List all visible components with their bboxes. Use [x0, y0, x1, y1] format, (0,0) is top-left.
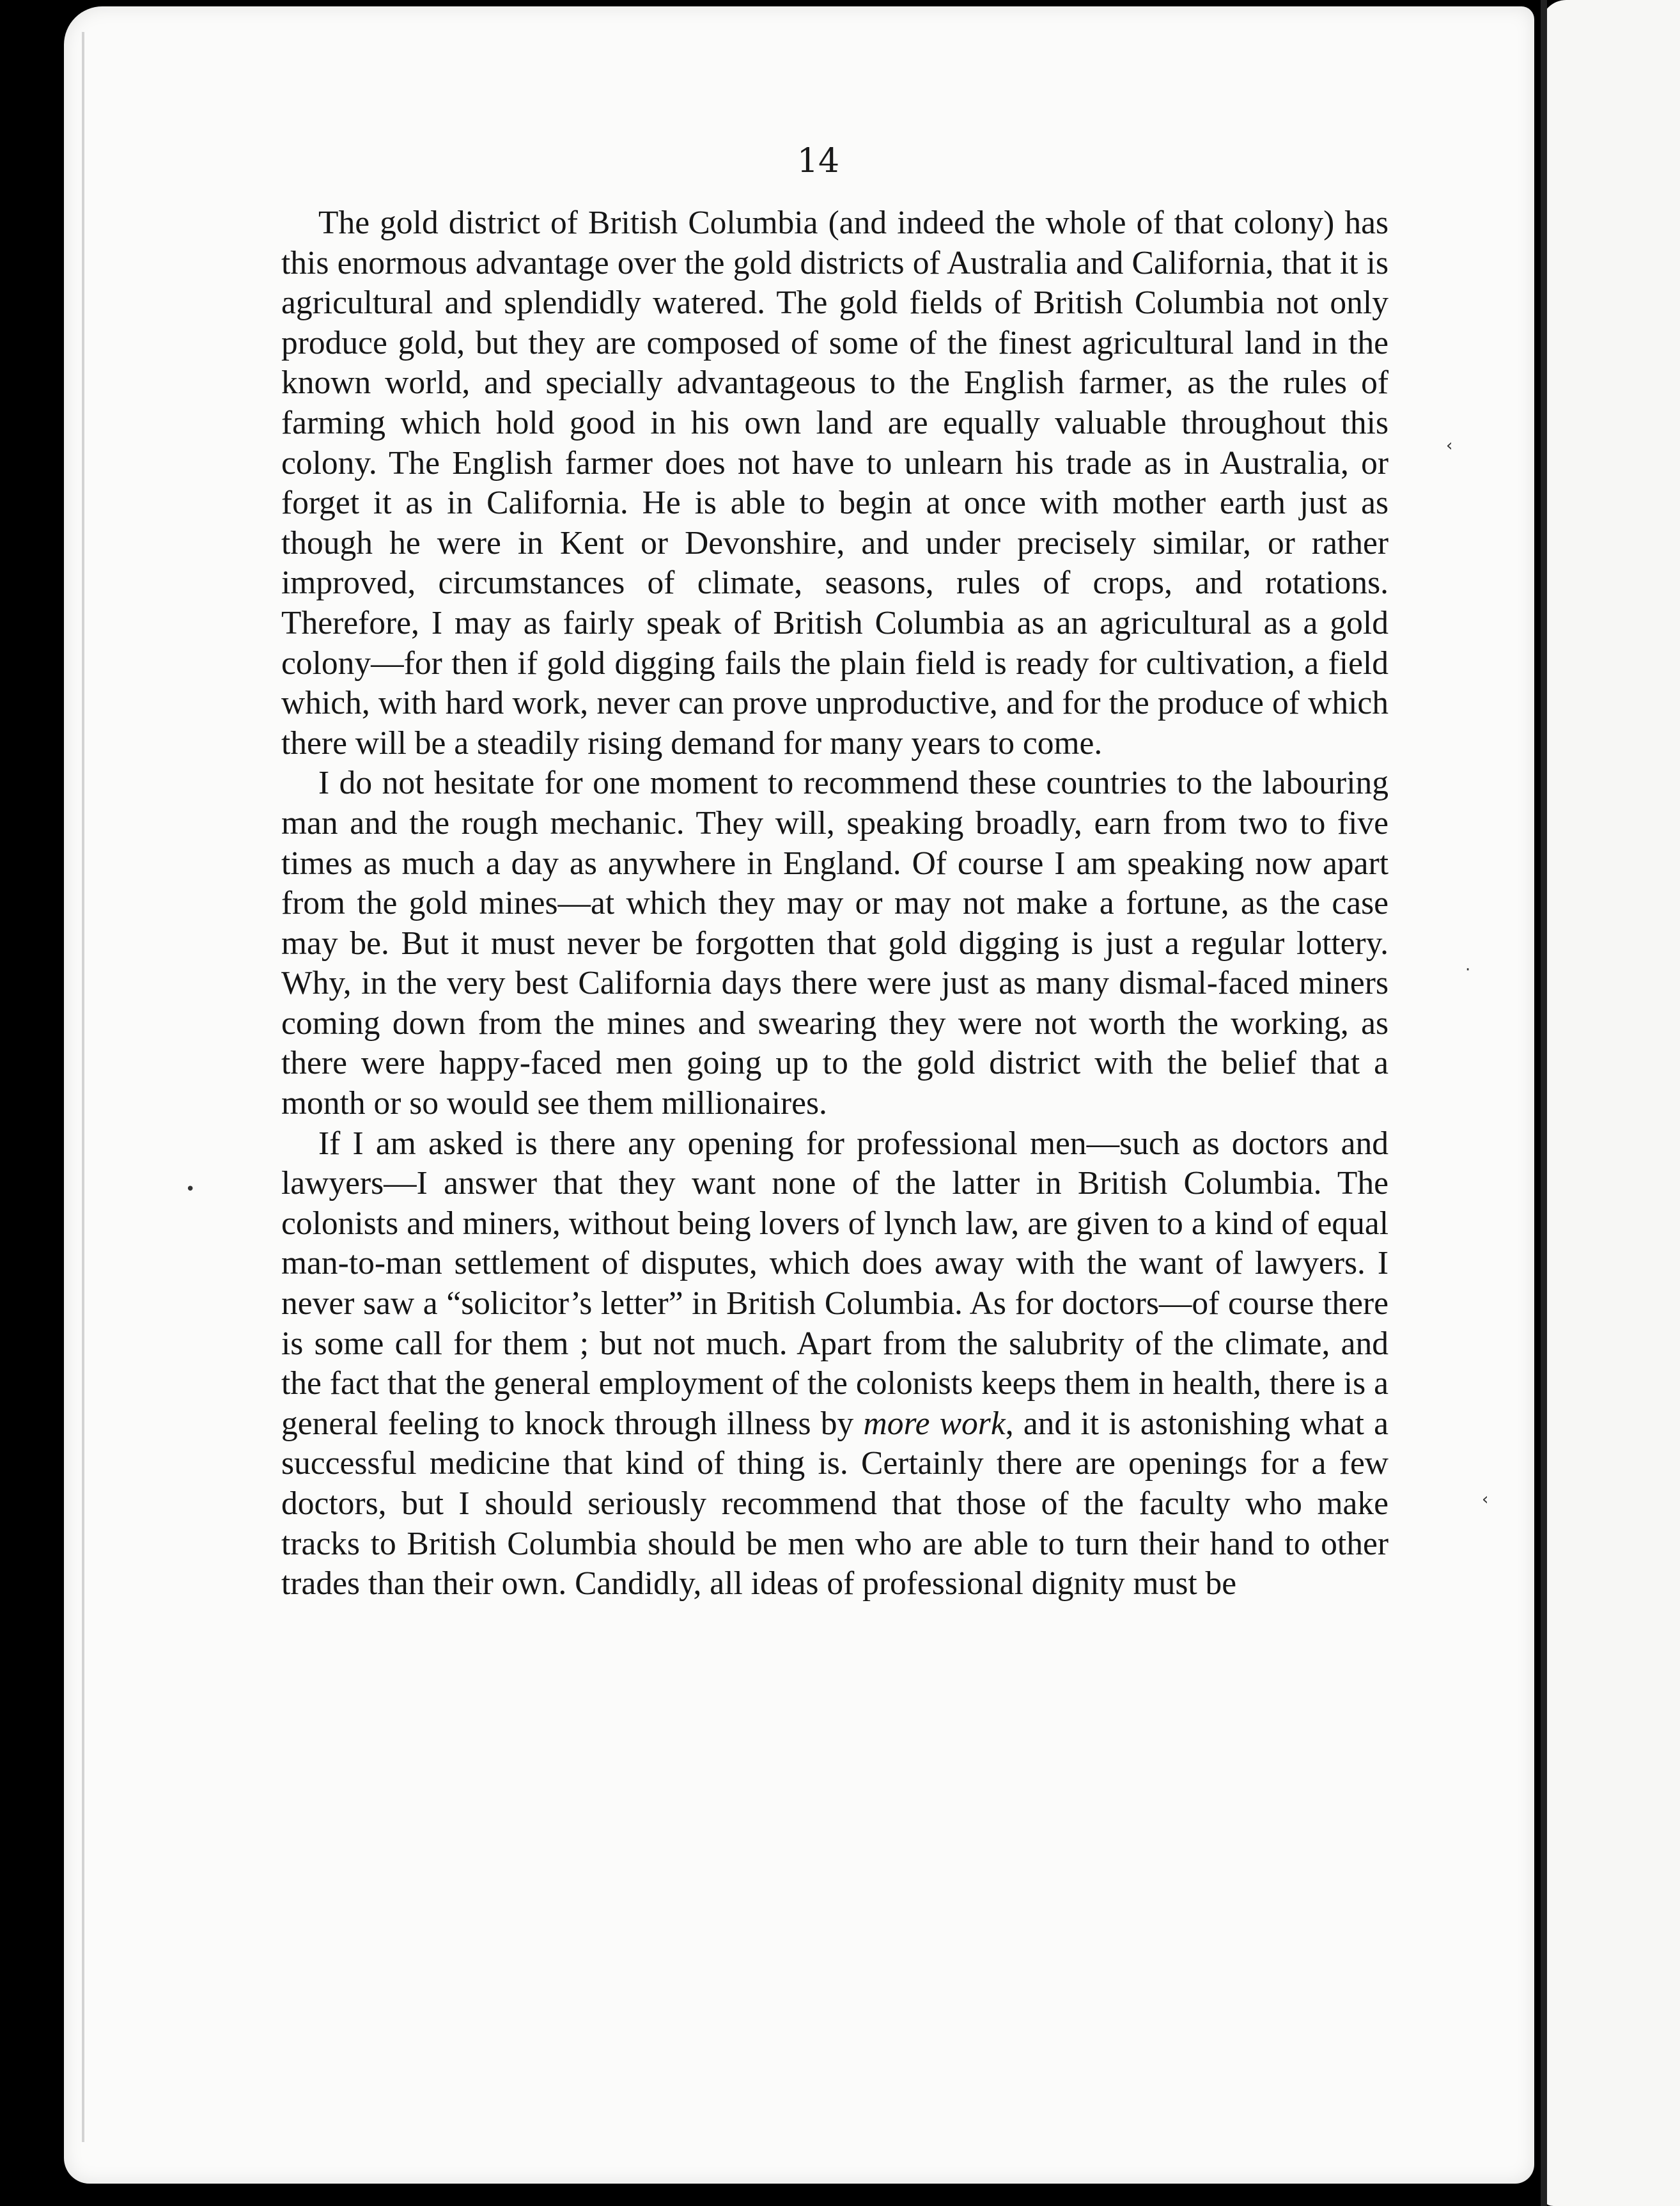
stray-mark: ‹: [1446, 436, 1453, 455]
stray-mark: •: [185, 1180, 196, 1199]
paragraph: [281, 1124, 1388, 1604]
paragraph-text: If I am asked is there any opening for professional men—such as doctors and lawyers—I answer that they want none of the latter in British Columbia. The colonists and miners, without being lovers of lynch law, are given to a kind of equal man-to-man settlement of disputes, which does away with the want of lawyers. I never saw a “solicitor’s letter” in British Columbia. As for doctors—of course there is some call for them ; but not much. Apart from the salubrity of the climate, and the fact that the general employment of the colonists keeps them in health, there is a general feeling to knock through illness by: [281, 1125, 1388, 1442]
paragraph: I do not hesitate for one moment to recommend these countries to the labouring man and the rough mechanic. They will, speaking broadly, earn from two to five times as much a day as anywhere in England. Of course I am speaking now apart from the gold mines—at which they may or may not make a fortune, as the case may be. But it must never be forgotten that gold digging is just a regular lottery. Why, in the very best California days there were just as many dismal-faced miners coming down from the mines and swearing they were not worth the working, as there were happy-faced men going up to the gold district with the belief that a month or so would see them millionaires.: [281, 765, 1388, 1122]
page-gutter-shadow: [1541, 0, 1547, 2206]
stray-mark: ‹: [1482, 1490, 1489, 1509]
page-number: 14: [797, 142, 840, 180]
adjacent-page-edge: [1541, 0, 1680, 2206]
page-edge: [82, 32, 92, 2142]
emphasis-text: more work: [863, 1405, 1006, 1442]
paragraph: The gold district of British Columbia (and indeed the whole of that colony) has this enormous advantage over the gold districts of Australia and California, that it is agricultural and splendidly watered. The gold fields of British Columbia not only produce gold, but they are composed of some of the finest agricultural land in the known world, and specially advantageous to the English farmer, as the rules of farming which hold good in his own land are equally valuable throughout this colony. The English farmer does not have to unlearn his trade as in Australia, or forget it as in California. He is able to begin at once with mother earth just as though he were in Kent or Devonshire, and under precisely similar, or rather improved, circumstances of climate, seasons, rules of crops, and rotations. Therefore, I may as fairly speak of British Columbia as an agricultural as a gold colony—for then if gold digging fails the plain field is ready for cultivation, a field which, with hard work, never can prove unproductive, and for the produce of which there will be a steadily rising demand for many years to come.: [281, 205, 1388, 762]
stray-mark: ·: [1465, 960, 1471, 980]
paragraph-text: , and it is astonishing what a successful medicine that kind of thing is. Certainly there are openings for a few doctors, but I should seriously recommend that those of the faculty who make tracks to British Columbia should be men who are able to turn their hand to other trades than their own. Candidly, all ideas of professional dignity must be: [281, 1405, 1388, 1602]
body-text: [281, 203, 1388, 1604]
